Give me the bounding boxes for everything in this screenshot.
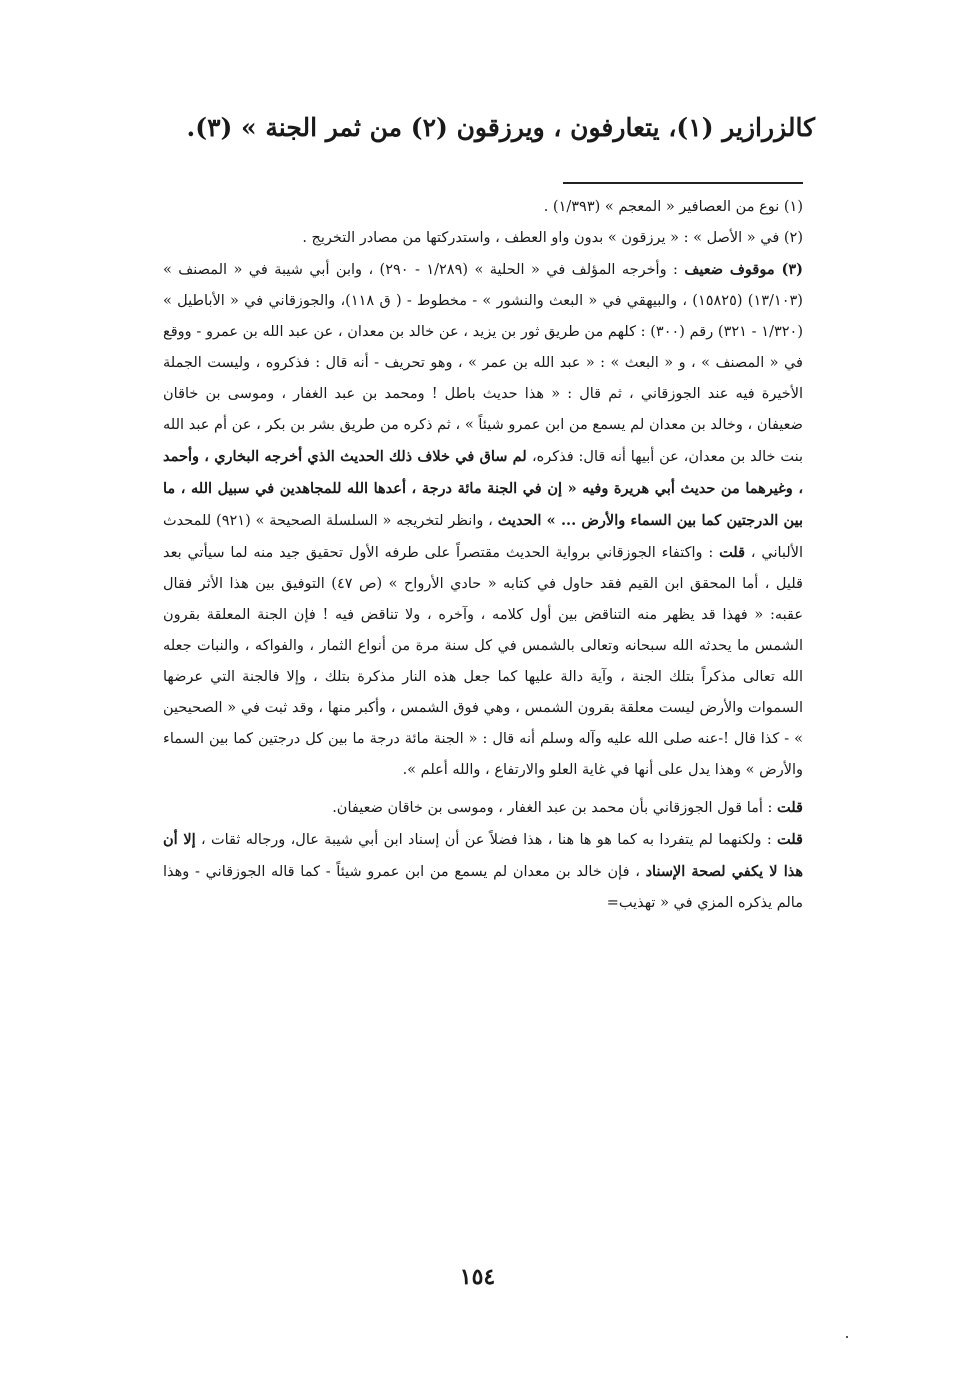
footnote-3-label: قلت <box>719 544 746 561</box>
main-text-line: كالزرازير (١)، يتعارفون ، ويرزقون (٢) من ثمر الجنة » (٣). <box>186 113 815 142</box>
scan-speck <box>846 1336 848 1338</box>
comment-2-bold: إلا أن هذا لا يكفي لصحة الإسناد <box>163 831 803 880</box>
footnote-3-bold-hadith: لم ساق في خلاف ذلك الحديث الذي أخرجه البخاري ، وأحمد ، وغيرهما من حديث أبي هريرة وفيه « إن في الجنة مائة درجة ، أعدها الله للمجاهدين في سبيل الله ، ما بين الدرجتين كما بين السماء والأرض ... » الحديث <box>163 448 803 529</box>
footnote-3-text-part2: ، وانظر لتخريجه « السلسلة الصحيحة » (٩٢١) للمحدث الألباني ، <box>163 513 803 561</box>
footnote-3-text-part1: : وأخرجه المؤلف في « الحلية » (١/٢٨٩ - ٢٩٠) ، وابن أبي شيبة في « المصنف » (١٣/١٠٣) (١٥٨٢٥) ، والبيهقي في « البعث والنشور » - مخطوط - ( ق ١١٨)، والجوزقاني في « الأباطيل » (١/٣٢٠ - ٣٢١) رقم (٣٠٠) : كلهم من طريق ثور بن يزيد ، عن خالد بن معدان ، عن عبد الله بن عمرو - ووقع في « المصنف » ، و « البعث » : « عبد الله بن عمر » ، وهو تحريف - أنه قال : فذكروه ، وليست الجملة الأخيرة فيه عند الجوزقاني ، ثم قال : « هذا حديث باطل ! ومحمد بن عبد الغفار ، وموسى بن خاقان ضعيفان ، وخالد بن معدان لم يسمع من ابن عمرو شيئاً » ، ثم ذكره من طريق بشر بن بكر ، عن أم عبد الله بنت خالد بن معدان، عن أبيها أنه قال: فذكره، <box>163 262 803 465</box>
footnote-3 <box>163 254 803 786</box>
footnote-separator <box>563 182 803 184</box>
footnote-3-lead: (٣) موقوف ضعيف <box>684 261 803 278</box>
comment-2-text2: ، فإن خالد بن معدان لم يسمع من ابن عمرو شيئاً - كما قاله الجوزقاني - وهذا مالم يذكره المزي في « تهذيب= <box>163 864 803 911</box>
comment-2 <box>163 824 803 919</box>
footnotes-block <box>163 192 803 919</box>
footnote-1: (١) نوع من العصافير « المعجم » (١/٣٩٣) . <box>543 199 803 215</box>
comment-1-text: : أما قول الجوزقاني بأن محمد بن عبد الغفار ، وموسى بن خاقان ضعيفان. <box>332 800 778 816</box>
page-number: ١٥٤ <box>459 1264 496 1290</box>
comment-1 <box>163 792 803 824</box>
footnote-2: (٢) في « الأصل » : « يرزقون » بدون واو العطف ، واستدركتها من مصادر التخريج . <box>302 230 803 246</box>
footnote-3-text-part3: : واكتفاء الجوزقاني برواية الحديث مقتصراً على طرفه الأول تحقيق جيد منه لما سيأتي بعد قليل ، أما المحقق ابن القيم فقد حاول في كتابه « حادي الأرواح » (ص ٤٧) التوفيق بين هذا الأثر فقال عقبه: « فهذا قد يظهر منه التناقض بين أول كلامه ، وآخره ، ولا تناقض فيه ! فإن الجنة المعلقة بقرون الشمس ما يحدثه الله سبحانه وتعالى بالشمس في كل سنة مرة من أنواع الثمار ، والفواكه ، والنبات جعله الله تعالى مذكراً بتلك الجنة ، وآية دالة عليها كما جعل هذه النار مذكرة بتلك ، وإلا فالجنة التي عرضها السموات والأرض ليست معلقة بقرون الشمس ، وهي فوق الشمس ، وأكبر منها ، وقد ثبت في « الصحيحين » - كذا قال !-عنه صلى الله عليه وآله وسلم أنه قال : « الجنة مائة درجة ما بين كل درجتين كما بين السماء والأرض » وهذا يدل على أنها في غاية العلو والارتفاع ، والله أعلم ». <box>163 545 803 778</box>
comment-1-label: قلت <box>777 799 803 816</box>
comment-2-label: قلت <box>777 831 803 848</box>
comment-2-text1: : ولكنهما لم يتفردا به كما هو ها هنا ، هذا فضلاً عن أن إسناد ابن أبي شيبة عال، ورجاله ثقات ، <box>195 832 778 848</box>
